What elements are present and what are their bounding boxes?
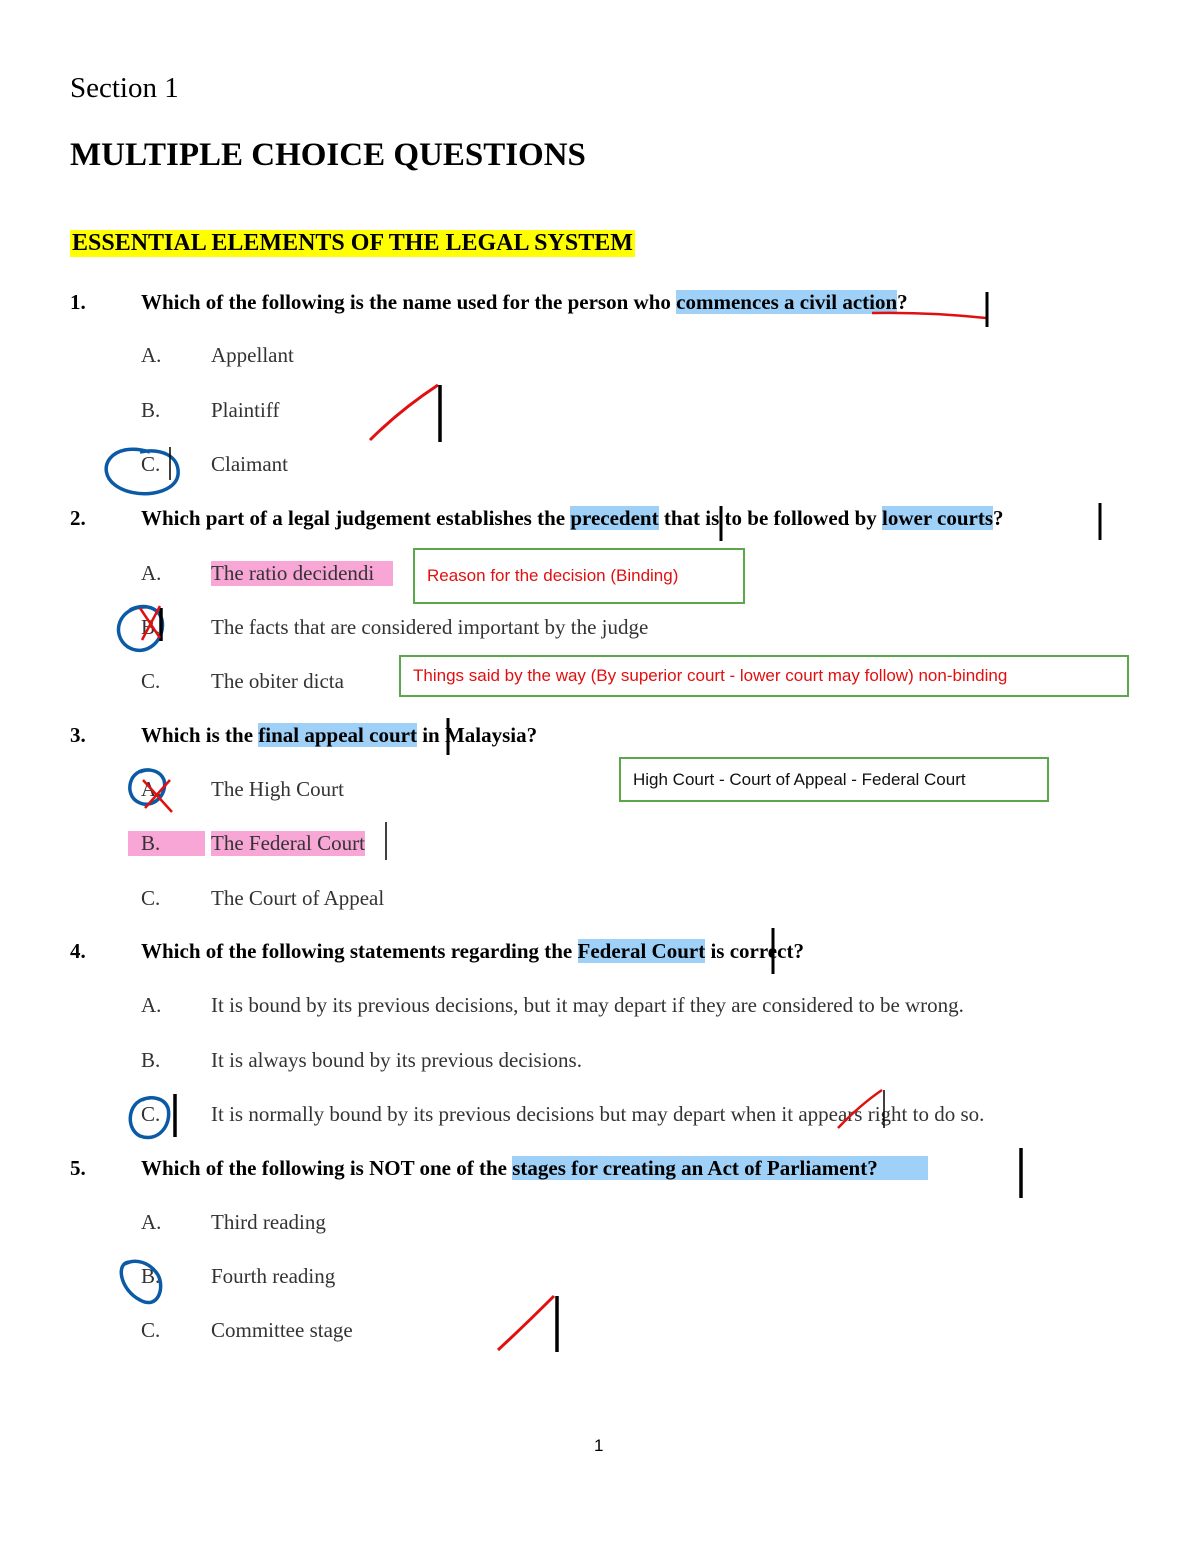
question-3-number: 3.	[70, 723, 86, 747]
question-2-option-c: The obiter dicta	[211, 669, 344, 693]
red-tick-mark	[498, 1296, 554, 1350]
note-ratio-decidendi: Reason for the decision (Binding)	[413, 548, 745, 604]
question-2-option-c-letter: C.	[141, 669, 161, 693]
question-4-text: Which of the following statements regarding the Federal Court is correct?	[141, 939, 804, 963]
question-5-option-b-letter: B.	[141, 1264, 161, 1288]
question-2-option-b-letter: B.	[141, 615, 161, 639]
note-court-hierarchy: High Court - Court of Appeal - Federal Court	[619, 757, 1049, 802]
question-2-option-b: The facts that are considered important by the judge	[211, 615, 649, 639]
page-number: 1	[594, 1436, 604, 1455]
question-1-option-b-letter: B.	[141, 398, 161, 422]
page-title: MULTIPLE CHOICE QUESTIONS	[70, 137, 586, 173]
question-2-text: Which part of a legal judgement establishes the precedent that is to be followed by lower courts?	[141, 506, 1004, 530]
question-5-option-c: Committee stage	[211, 1318, 353, 1342]
question-1-option-a: Appellant	[211, 343, 294, 367]
question-3-text: Which is the final appeal court in Malaysia?	[141, 723, 538, 747]
question-2-option-a-letter: A.	[141, 561, 162, 585]
red-tick-mark	[370, 385, 438, 440]
note-obiter-dicta: Things said by the way (By superior court - lower court may follow) non-binding	[399, 655, 1129, 697]
topic-heading: ESSENTIAL ELEMENTS OF THE LEGAL SYSTEM	[72, 230, 633, 256]
question-4-option-a-letter: A.	[141, 993, 162, 1017]
question-1-option-c-letter: C.	[141, 452, 161, 476]
question-1-number: 1.	[70, 290, 86, 314]
question-4-option-b-letter: B.	[141, 1048, 161, 1072]
question-2-number: 2.	[70, 506, 86, 530]
question-4-option-c: It is normally bound by its previous decisions but may depart when it appears right to do so.	[211, 1102, 985, 1126]
question-3-option-b-letter: B.	[128, 831, 205, 856]
question-5-text: Which of the following is NOT one of the stages for creating an Act of Parliament?	[141, 1156, 928, 1181]
question-1-option-a-letter: A.	[141, 343, 162, 367]
question-3-option-c-letter: C.	[141, 886, 161, 910]
section-label: Section 1	[70, 72, 179, 104]
question-4-number: 4.	[70, 939, 86, 963]
question-5-option-a: Third reading	[211, 1210, 326, 1234]
question-3-option-a-letter: A.	[141, 777, 162, 801]
question-5-option-c-letter: C.	[141, 1318, 161, 1342]
question-3-option-b: The Federal Court	[211, 831, 365, 855]
question-2-option-a: The ratio decidendi	[211, 561, 393, 586]
question-4-option-a: It is bound by its previous decisions, but it may depart if they are considered to be wrong.	[211, 993, 964, 1017]
question-1-text: Which of the following is the name used for the person who commences a civil action?	[141, 290, 908, 314]
question-1-option-c: Claimant	[211, 452, 288, 476]
question-4-option-c-letter: C.	[141, 1102, 161, 1126]
question-3-option-c: The Court of Appeal	[211, 886, 385, 910]
question-4-option-b: It is always bound by its previous decisions.	[211, 1048, 582, 1072]
question-5-option-a-letter: A.	[141, 1210, 162, 1234]
question-5-number: 5.	[70, 1156, 86, 1180]
question-5-option-b: Fourth reading	[211, 1264, 336, 1288]
question-3-option-a: The High Court	[211, 777, 344, 801]
question-1-option-b: Plaintiff	[211, 398, 280, 422]
